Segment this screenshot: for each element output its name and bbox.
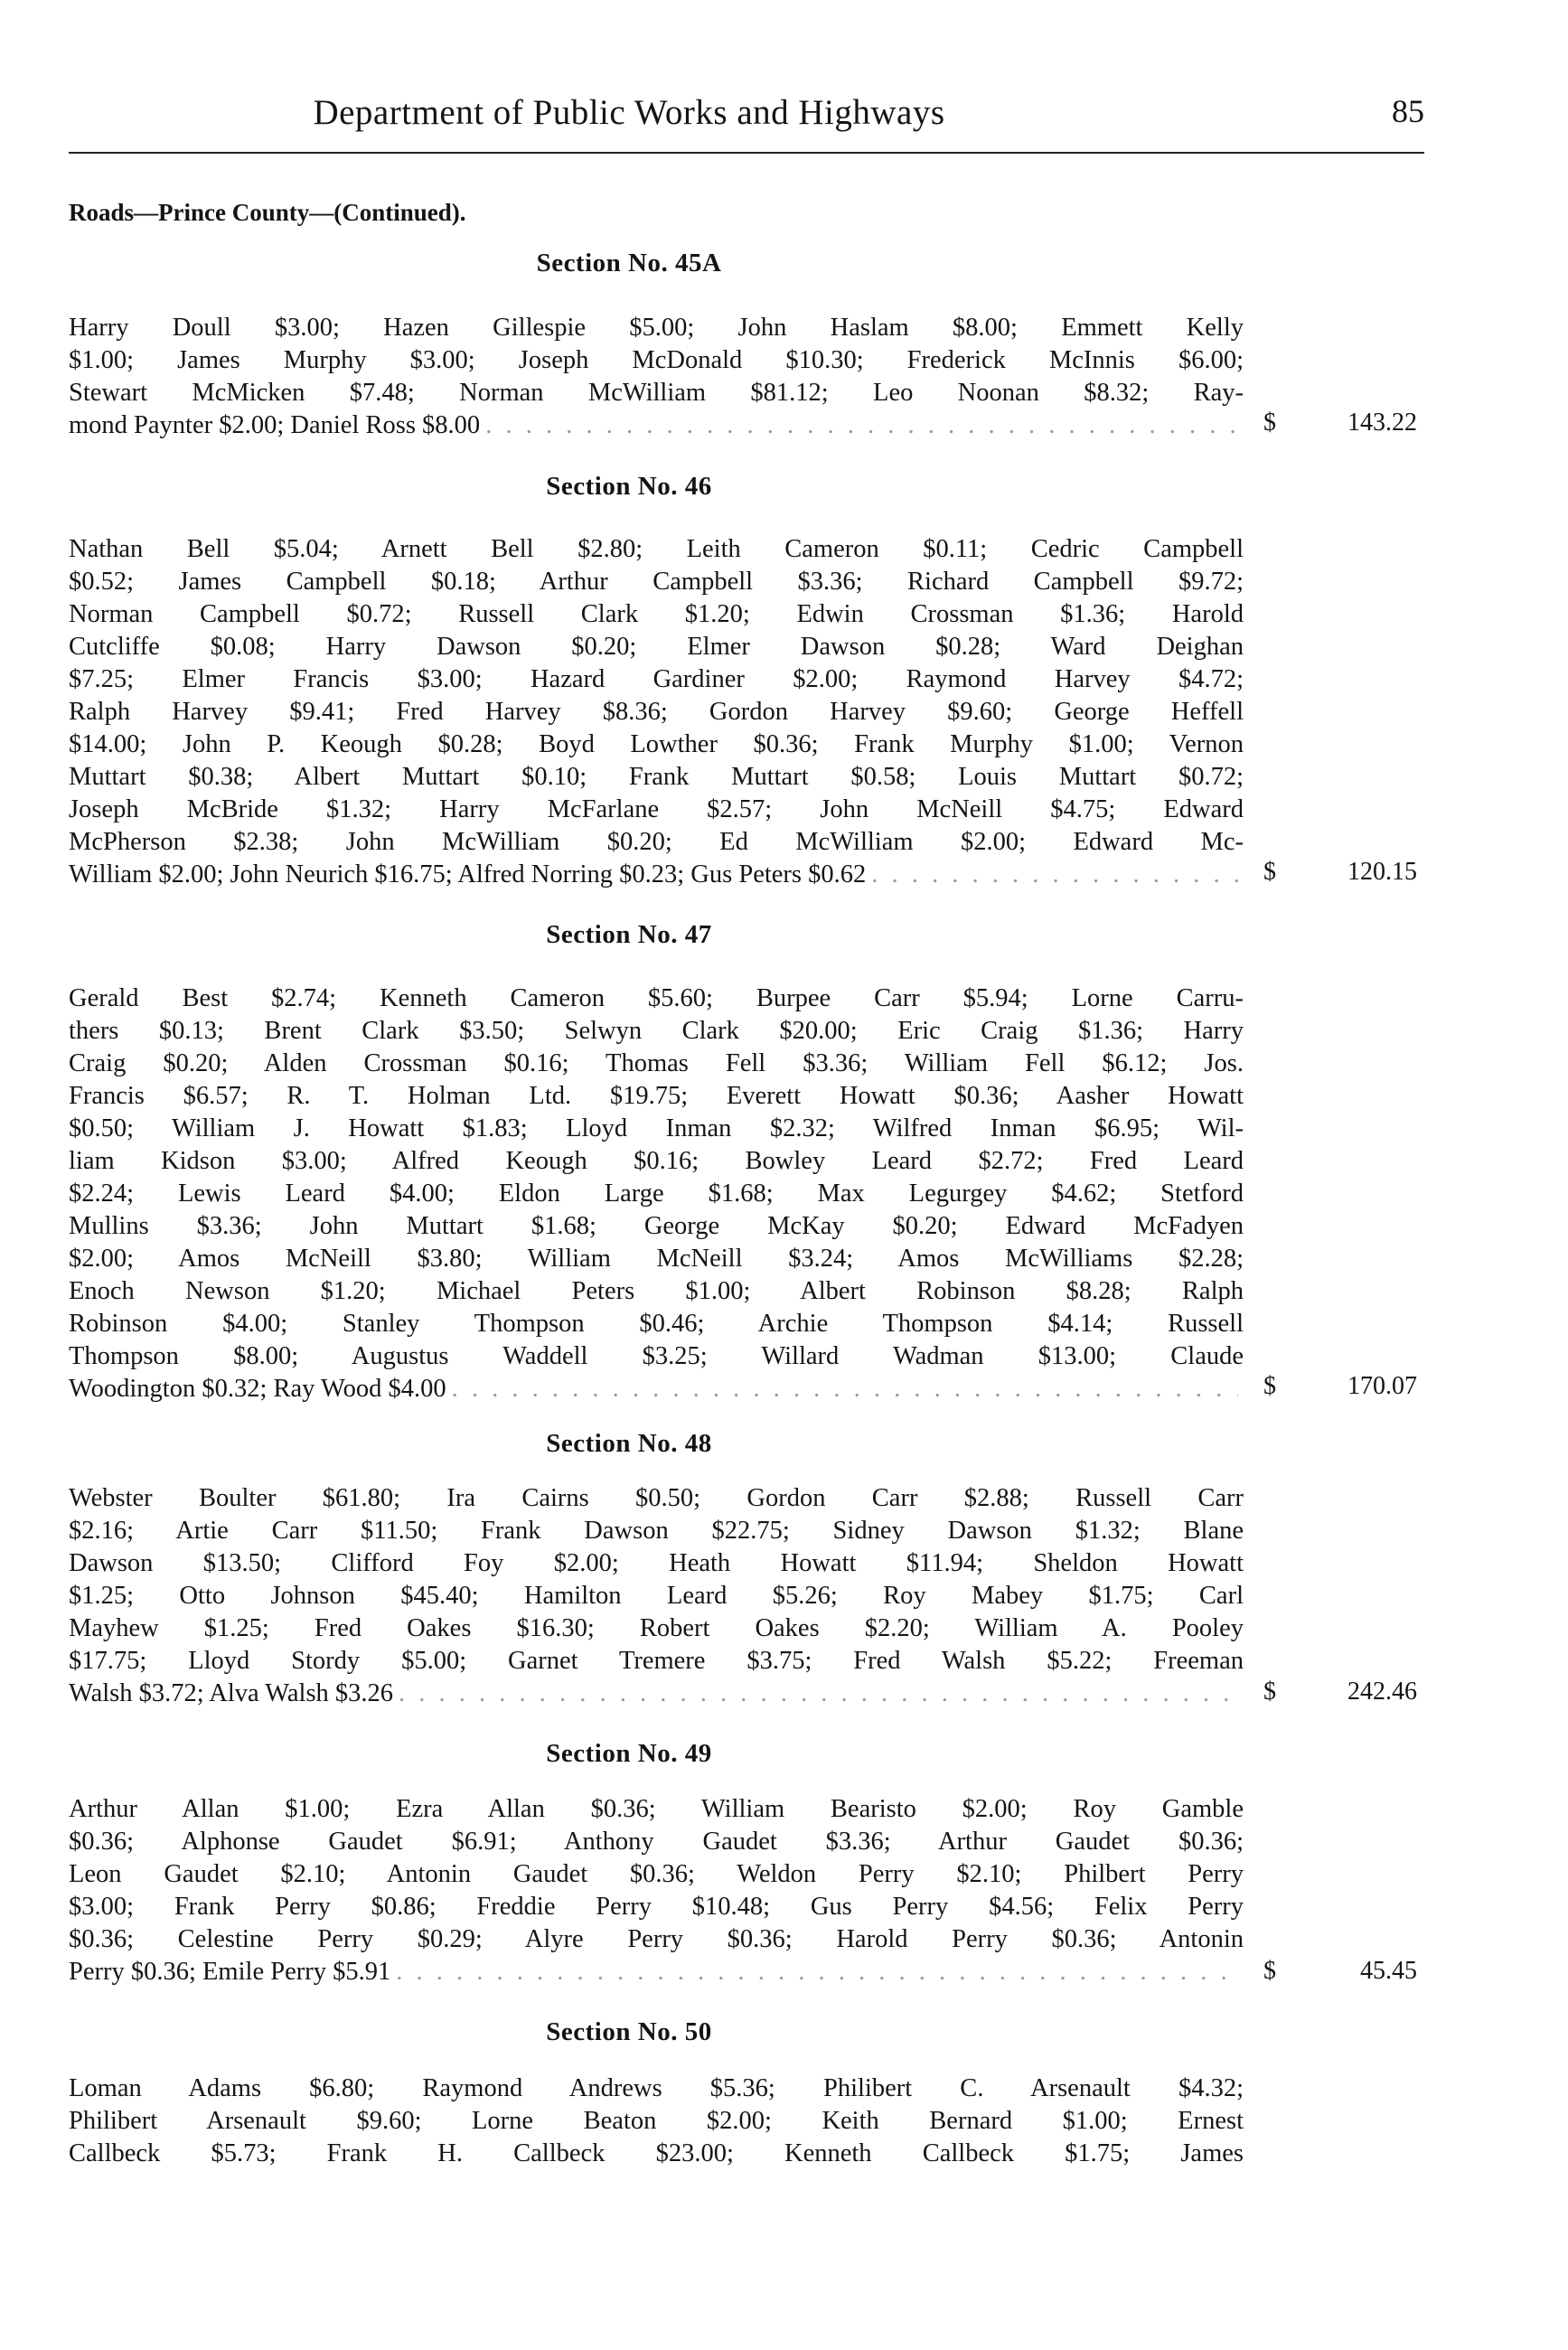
paragraph-line: $7.25; Elmer Francis $3.00; Hazard Gardiner $2.00; Raymond Harvey $4.72;	[69, 665, 1244, 693]
running-head: Roads—Prince County—(Continued).	[69, 199, 466, 226]
currency-sign: $	[1263, 1372, 1276, 1400]
total-amount: 170.07	[1347, 1372, 1417, 1400]
dot-leader	[452, 1373, 1238, 1405]
section-paragraph	[69, 982, 1244, 1405]
paragraph-line: Norman Campbell $0.72; Russell Clark $1.20; Edwin Crossman $1.36; Harold	[69, 600, 1244, 628]
paragraph-line: Craig $0.20; Alden Crossman $0.16; Thomas Fell $3.36; William Fell $6.12; Jos.	[69, 1049, 1244, 1077]
paragraph-line: Enoch Newson $1.20; Michael Peters $1.00; Albert Robinson $8.28; Ralph	[69, 1277, 1244, 1305]
paragraph-line: $0.36; Celestine Perry $0.29; Alyre Perry $0.36; Harold Perry $0.36; Antonin	[69, 1925, 1244, 1953]
paragraph-line: Francis $6.57; R. T. Holman Ltd. $19.75; Everett Howatt $0.36; Aasher Howatt	[69, 1082, 1244, 1110]
page-title: Department of Public Works and Highways	[313, 93, 945, 132]
paragraph-line: $1.25; Otto Johnson $45.40; Hamilton Leard $5.26; Roy Mabey $1.75; Carl	[69, 1582, 1244, 1610]
dot-leader	[399, 1678, 1238, 1710]
paragraph-last-line	[69, 1373, 1244, 1405]
paragraph-line: Callbeck $5.73; Frank H. Callbeck $23.00; Kenneth Callbeck $1.75; James	[69, 2139, 1244, 2167]
section-paragraph	[69, 1793, 1244, 1988]
paragraph-line: Walsh $3.72; Alva Walsh $3.26	[69, 1679, 394, 1707]
total-amount: 120.15	[1347, 858, 1417, 886]
paragraph-line: $0.52; James Campbell $0.18; Arthur Campbell $3.36; Richard Campbell $9.72;	[69, 568, 1244, 596]
paragraph-line: Joseph McBride $1.32; Harry McFarlane $2.57; John McNeill $4.75; Edward	[69, 795, 1244, 823]
currency-sign: $	[1263, 858, 1276, 886]
currency-sign: $	[1263, 1957, 1276, 1985]
section-heading: Section No. 45A	[536, 249, 722, 277]
paragraph-line: thers $0.13; Brent Clark $3.50; Selwyn Clark $20.00; Eric Craig $1.36; Harry	[69, 1017, 1244, 1045]
paragraph-line: $17.75; Lloyd Stordy $5.00; Garnet Tremere $3.75; Fred Walsh $5.22; Freeman	[69, 1647, 1244, 1675]
currency-sign: $	[1263, 409, 1276, 437]
paragraph-line: Ralph Harvey $9.41; Fred Harvey $8.36; Gordon Harvey $9.60; George Heffell	[69, 698, 1244, 726]
paragraph-line: $14.00; John P. Keough $0.28; Boyd Lowther $0.36; Frank Murphy $1.00; Vernon	[69, 730, 1244, 758]
page-number: 85	[1392, 93, 1424, 129]
section-heading: Section No. 47	[546, 920, 712, 949]
paragraph-line: $1.00; James Murphy $3.00; Joseph McDonald $10.30; Frederick McInnis $6.00;	[69, 346, 1244, 374]
paragraph-line: Robinson $4.00; Stanley Thompson $0.46; Archie Thompson $4.14; Russell	[69, 1310, 1244, 1338]
paragraph-line: $2.24; Lewis Leard $4.00; Eldon Large $1.68; Max Legurgey $4.62; Stetford	[69, 1180, 1244, 1208]
header-rule	[69, 152, 1424, 154]
section-paragraph	[69, 2073, 1244, 2170]
paragraph-line: William $2.00; John Neurich $16.75; Alfred Norring $0.23; Gus Peters $0.62	[69, 860, 867, 888]
paragraph-last-line	[69, 409, 1244, 442]
paragraph-line: Stewart McMicken $7.48; Norman McWilliam $81.12; Leo Noonan $8.32; Ray-	[69, 379, 1244, 407]
paragraph-last-line	[69, 1678, 1244, 1710]
paragraph-line: Dawson $13.50; Clifford Foy $2.00; Heath Howatt $11.94; Sheldon Howatt	[69, 1549, 1244, 1577]
section-heading: Section No. 50	[546, 2017, 712, 2046]
dot-leader	[396, 1956, 1238, 1988]
paragraph-last-line	[69, 1956, 1244, 1988]
page-header	[69, 89, 1424, 143]
paragraph-line: $0.36; Alphonse Gaudet $6.91; Anthony Gaudet $3.36; Arthur Gaudet $0.36;	[69, 1828, 1244, 1856]
paragraph-line: Loman Adams $6.80; Raymond Andrews $5.36; Philibert C. Arsenault $4.32;	[69, 2074, 1244, 2102]
paragraph-line: Arthur Allan $1.00; Ezra Allan $0.36; William Bearisto $2.00; Roy Gamble	[69, 1795, 1244, 1823]
paragraph-line: Nathan Bell $5.04; Arnett Bell $2.80; Leith Cameron $0.11; Cedric Campbell	[69, 535, 1244, 563]
paragraph-line: $3.00; Frank Perry $0.86; Freddie Perry $10.48; Gus Perry $4.56; Felix Perry	[69, 1893, 1244, 1921]
total-amount: 45.45	[1360, 1957, 1417, 1985]
paragraph-line: Mayhew $1.25; Fred Oakes $16.30; Robert Oakes $2.20; William A. Pooley	[69, 1614, 1244, 1642]
paragraph-line: Mullins $3.36; John Muttart $1.68; George McKay $0.20; Edward McFadyen	[69, 1212, 1244, 1240]
section-paragraph	[69, 533, 1244, 891]
section-heading: Section No. 46	[546, 472, 712, 501]
paragraph-last-line	[69, 859, 1244, 891]
paragraph-line: McPherson $2.38; John McWilliam $0.20; Ed McWilliam $2.00; Edward Mc-	[69, 828, 1244, 856]
dot-leader	[485, 409, 1238, 442]
paragraph-line: liam Kidson $3.00; Alfred Keough $0.16; Bowley Leard $2.72; Fred Leard	[69, 1147, 1244, 1175]
section-heading: Section No. 48	[546, 1429, 712, 1458]
paragraph-line: Thompson $8.00; Augustus Waddell $3.25; Willard Wadman $13.00; Claude	[69, 1342, 1244, 1370]
paragraph-line: $2.16; Artie Carr $11.50; Frank Dawson $22.75; Sidney Dawson $1.32; Blane	[69, 1517, 1244, 1545]
paragraph-line: Woodington $0.32; Ray Wood $4.00	[69, 1375, 446, 1403]
paragraph-line: Muttart $0.38; Albert Muttart $0.10; Frank Muttart $0.58; Louis Muttart $0.72;	[69, 763, 1244, 791]
paragraph-line: Webster Boulter $61.80; Ira Cairns $0.50; Gordon Carr $2.88; Russell Carr	[69, 1484, 1244, 1512]
section-paragraph	[69, 1482, 1244, 1710]
paragraph-line: Perry $0.36; Emile Perry $5.91	[69, 1958, 391, 1986]
paragraph-line: Cutcliffe $0.08; Harry Dawson $0.20; Elmer Dawson $0.28; Ward Deighan	[69, 633, 1244, 661]
paragraph-line: Gerald Best $2.74; Kenneth Cameron $5.60; Burpee Carr $5.94; Lorne Carru-	[69, 984, 1244, 1012]
section-paragraph	[69, 312, 1244, 442]
paragraph-line: $0.50; William J. Howatt $1.83; Lloyd Inman $2.32; Wilfred Inman $6.95; Wil-	[69, 1114, 1244, 1142]
paragraph-line: Philibert Arsenault $9.60; Lorne Beaton $2.00; Keith Bernard $1.00; Ernest	[69, 2107, 1244, 2135]
currency-sign: $	[1263, 1678, 1276, 1706]
dot-leader	[871, 859, 1238, 891]
paragraph-line: $2.00; Amos McNeill $3.80; William McNeill $3.24; Amos McWilliams $2.28;	[69, 1245, 1244, 1273]
section-heading: Section No. 49	[546, 1739, 712, 1768]
total-amount: 143.22	[1347, 409, 1417, 437]
total-amount: 242.46	[1347, 1678, 1417, 1706]
paragraph-line: Harry Doull $3.00; Hazen Gillespie $5.00; John Haslam $8.00; Emmett Kelly	[69, 314, 1244, 342]
paragraph-line: Leon Gaudet $2.10; Antonin Gaudet $0.36; Weldon Perry $2.10; Philbert Perry	[69, 1860, 1244, 1888]
paragraph-line: mond Paynter $2.00; Daniel Ross $8.00	[69, 411, 481, 439]
